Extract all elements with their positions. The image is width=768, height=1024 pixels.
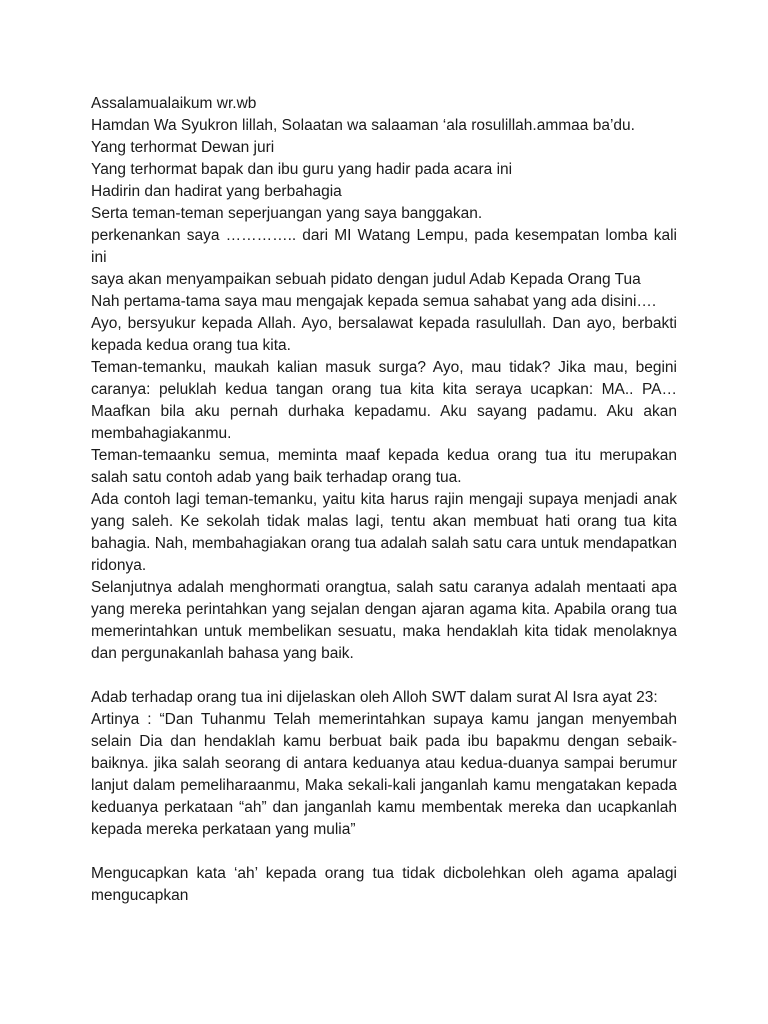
respect-paragraph: Selanjutnya adalah menghormati orangtua, salah satu caranya adalah mentaati apa yang mereka perintahkan yang sejalan dengan ajaran agama kita. Apabila orang tua memerintahkan untuk membelikan sesuatu, maka hendaklah kita tidak menolaknya dan pergunakanlah bahasa yang baik. <box>91 579 677 662</box>
salutation-judges: Yang terhormat Dewan juri <box>91 139 275 156</box>
speech-title-line: saya akan menyampaikan sebuah pidato dengan judul Adab Kepada Orang Tua <box>91 271 641 288</box>
closing-paragraph: Mengucapkan kata ‘ah’ kepada orang tua tidak dicbolehkan oleh agama apalagi mengucapkan <box>91 865 677 904</box>
paragraph-gap <box>91 841 677 863</box>
quran-reference-line: Adab terhadap orang tua ini dijelaskan oleh Alloh SWT dalam surat Al Isra ayat 23: <box>91 689 658 706</box>
heaven-paragraph: Teman-temanku, maukah kalian masuk surga? Ayo, mau tidak? Jika mau, begini caranya: peluklah kedua tangan orang tua kita kita seraya ucapkan: MA.. PA… Maafkan bila aku pernah durhaka kepadamu. Aku sayang padamu. Aku akan membahagiakanmu. <box>91 359 677 442</box>
invitation-line: Nah pertama-tama saya mau mengajak kepada semua sahabat yang ada disini…. <box>91 293 657 310</box>
opening-praise-line: Hamdan Wa Syukron lillah, Solaatan wa salaaman ‘ala rosulillah.ammaa ba’du. <box>91 117 635 134</box>
document-page <box>91 93 677 907</box>
example-paragraph: Ada contoh lagi teman-temanku, yaitu kita harus rajin mengaji supaya menjadi anak yang saleh. Ke sekolah tidak malas lagi, tentu akan membuat hati orang tua kita bahagia. Nah, membahagiakan orang tua adalah salah satu cara untuk mendapatkan ridonya. <box>91 491 677 574</box>
salutation-teachers: Yang terhormat bapak dan ibu guru yang hadir pada acara ini <box>91 161 513 178</box>
introduction-paragraph: perkenankan saya ………….. dari MI Watang Lempu, pada kesempatan lomba kali ini <box>91 227 677 266</box>
exhortation-paragraph: Ayo, bersyukur kepada Allah. Ayo, bersalawat kepada rasulullah. Dan ayo, berbakti kepada kedua orang tua kita. <box>91 315 677 354</box>
apology-paragraph: Teman-temaanku semua, meminta maaf kepada kedua orang tua itu merupakan salah satu contoh adab yang baik terhadap orang tua. <box>91 447 677 486</box>
paragraph-gap <box>91 665 677 687</box>
salutation-friends: Serta teman-teman seperjuangan yang saya banggakan. <box>91 205 483 222</box>
verse-translation-paragraph: Artinya : “Dan Tuhanmu Telah memerintahkan supaya kamu jangan menyembah selain Dia dan hendaklah kamu berbuat baik pada ibu bapakmu dengan sebaik-baiknya. jika salah seorang di antara keduanya atau kedua-duanya sampai berumur lanjut dalam pemeliharaanmu, Maka sekali-kali janganlah kamu mengatakan kepada keduanya perkataan “ah” dan janganlah kamu membentak mereka dan ucapkanlah kepada mereka perkataan yang mulia” <box>91 711 677 838</box>
salutation-audience: Hadirin dan hadirat yang berbahagia <box>91 183 342 200</box>
greeting-line: Assalamualaikum wr.wb <box>91 95 257 112</box>
